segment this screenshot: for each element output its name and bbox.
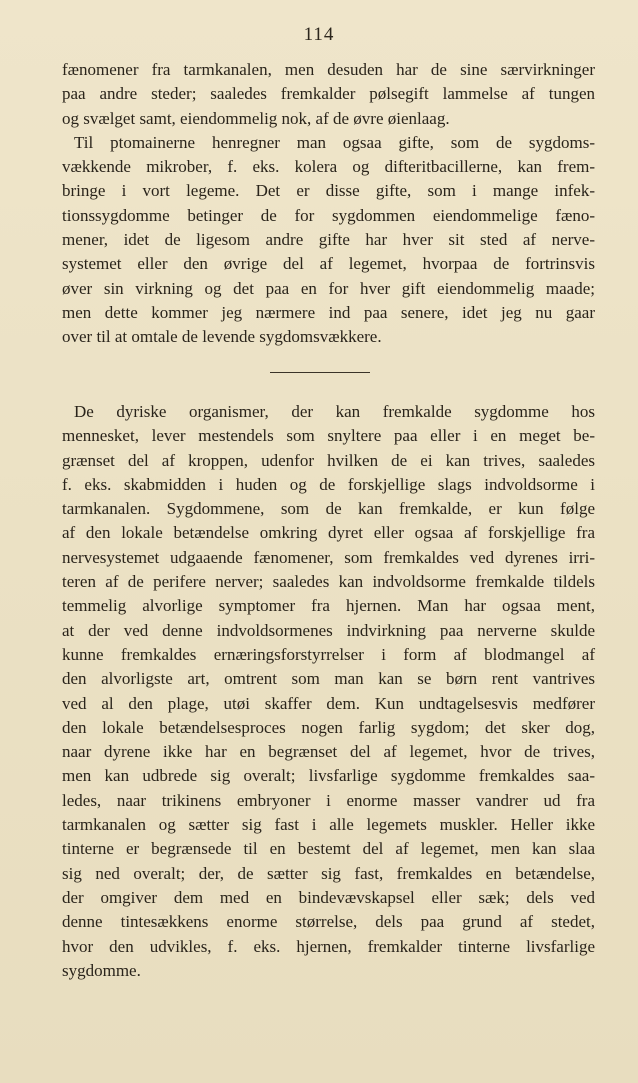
text-line: hvor den udvikles, f. eks. hjernen, fremkalder tinterne livsfarlige [62,936,595,956]
text-line: sygdomme. [62,960,141,980]
text-line: vækkende mikrober, f. eks. kolera og difteritbacillerne, kan frem- [62,157,595,177]
text-line: kunne fremkaldes ernæringsforstyrrelser i form af blodmangel af [62,644,595,664]
text-line: De dyriske organismer, der kan fremkalde sygdomme hos [74,402,595,421]
text-line: der omgiver dem med en bindevævskapsel eller sæk; dels ved [62,887,595,907]
text-line: tinterne er begrænsede til en bestemt del af legemet, men kan slaa [62,839,595,859]
text-line: teren af de perifere nerver; saaledes kan indvoldsorme fremkalde tildels [62,572,595,592]
paragraph-block-1 [62,58,595,350]
text-line: tarmkanalen og sætter sig fast i alle legemets muskler. Heller ikke [62,815,595,835]
text-line: men kan udbrede sig overalt; livsfarlige sygdomme fremkaldes saa- [62,766,595,786]
page-number: 114 [303,24,335,45]
paragraph-block-2 [62,400,595,983]
text-line: mennesket, lever mestendels som snyltere paa eller i en meget be- [62,426,595,446]
text-line: ledes, naar trikinens embryoner i enorme masser vandrer ud fra [62,790,595,810]
text-line: grænset del af kroppen, udenfor hvilken de ei kan trives, saaledes [62,450,595,470]
text-line: fænomener fra tarmkanalen, men desuden har de sine særvirkninger [62,60,595,79]
text-line: af den lokale betændelse omkring dyret eller ogsaa af forskjellige fra [62,523,595,543]
text-line: at der ved denne indvoldsormenes indvirkning paa nerverne skulde [62,620,595,640]
text-line: nervesystemet udgaaende fænomener, som fremkaldes ved dyrenes irri- [62,547,595,567]
text-line: ved al den plage, utøi skaffer dem. Kun undtagelsesvis medfører [62,693,595,713]
text-line: øver sin virkning og det paa en for hver gift eiendommelig maade; [62,278,595,298]
section-divider [270,372,370,373]
text-line: og svælget samt, eiendommelig nok, af de øvre øienlaag. [62,108,450,128]
text-line: paa andre steder; saaledes fremkalder pølsegift lammelse af tungen [62,84,595,104]
text-line: over til at omtale de levende sygdomsvækkere. [62,327,382,347]
text-line: tionssygdomme betinger de for sygdommen eiendommelige fæno- [62,205,595,225]
text-line: denne tintesækkens enorme størrelse, dels paa grund af stedet, [62,912,595,932]
text-line: sig ned overalt; der, de sætter sig fast, fremkaldes en betændelse, [62,863,595,883]
text-line: systemet eller den øvrige del af legemet, hvorpaa de fortrinsvis [62,254,595,274]
text-line: bringe i vort legeme. Det er disse gifte, som i mange infek- [62,181,595,201]
text-line: den alvorligste art, omtrent som man kan se børn rent vantrives [62,669,595,689]
text-line: den lokale betændelsesproces nogen farlig sygdom; det sker dog, [62,717,595,737]
text-line: tarmkanalen. Sygdommene, som de kan fremkalde, er kun følge [62,499,595,519]
text-line: men dette kommer jeg nærmere ind paa senere, idet jeg nu gaar [62,302,595,322]
text-line: temmelig alvorlige symptomer fra hjernen. Man har ogsaa ment, [62,596,595,616]
text-line: Til ptomainerne henregner man ogsaa gifte, som de sygdoms- [74,132,595,152]
text-line: naar dyrene ikke har en begrænset del af legemet, hvor de trives, [62,742,595,762]
text-line: mener, idet de ligesom andre gifte har hver sit sted af nerve- [62,230,595,250]
text-line: f. eks. skabmidden i huden og de forskjellige slags indvoldsorme i [62,474,595,494]
